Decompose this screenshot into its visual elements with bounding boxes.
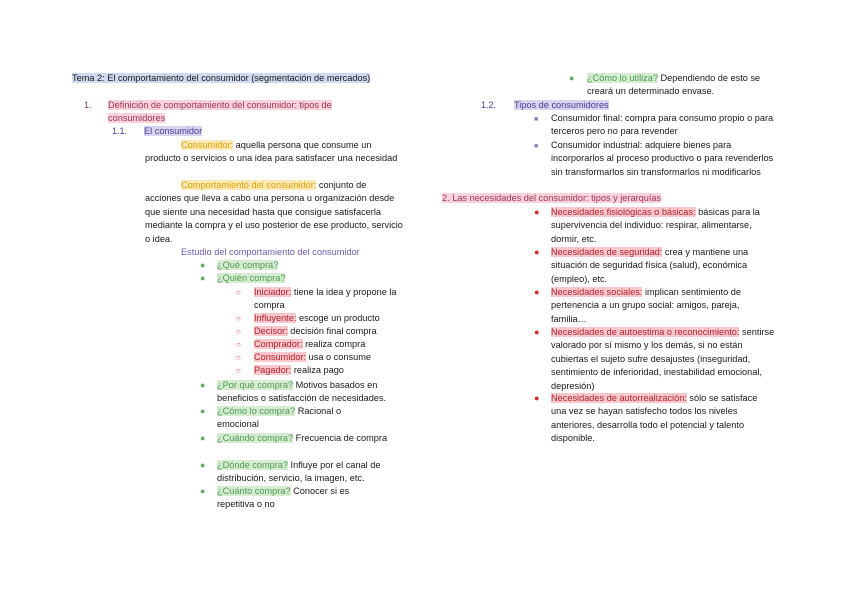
necesidad-seguridad [551, 246, 763, 286]
section-2-heading [442, 192, 661, 205]
bullet-ring: ○ [236, 340, 241, 349]
necesidad-autorrealizacion [551, 392, 769, 446]
role-def: realiza compra [305, 339, 366, 349]
role-term: Iniciador: [254, 287, 292, 297]
question-answer: Conocer si es repetitiva o no [217, 486, 350, 510]
question-answer: Racional o emocional [217, 406, 342, 430]
question-label: ¿Por qué compra? [217, 380, 294, 390]
def-comportamiento-text: conjunto de acciones que lleva a cabo una persona u organización desde que siente una necesidad hasta que consigue satisfacerla mediante la compra y el uso posterior de ese producto, servicio o idea. [145, 180, 403, 244]
bullet-dot: ● [534, 393, 540, 403]
necesidad-term: Necesidades de autoestima o reconocimiento: [551, 327, 740, 337]
def-consumidor-text: aquella persona que consume un producto o servicios o una idea para satisfacer una necesidad [145, 140, 398, 164]
necesidad-def: sentirse valorado por sí mismo y los demás, si no están cubiertas el sujeto sufre desajustes (inseguridad, sentimiento de inferioridad, inestabilidad emocional, depresión) [551, 327, 775, 391]
question-answer: Dependiendo de esto se creará un determinado envase. [587, 73, 761, 97]
bullet-ring: ○ [236, 366, 241, 375]
section-1-2-heading-text: Tipos de consumidores [514, 100, 609, 110]
question-quien-compra [217, 272, 285, 285]
role-term: Influyente: [254, 313, 297, 323]
def-comportamiento-term: Comportamiento del consumidor: [181, 180, 317, 190]
question-donde [217, 459, 405, 486]
role-def: escoge un producto [298, 313, 380, 323]
question-label: ¿Cómo lo compra? [217, 406, 296, 416]
question-answer: Motivos basados en beneficios o satisfacción de necesidades. [217, 380, 387, 404]
section-1-1-heading-text: El consumidor [144, 126, 203, 136]
section-2-heading-text: 2. Las necesidades del consumidor: tipos y jerarquías [442, 193, 662, 203]
necesidad-term: Necesidades fisiológicas o básicas: [551, 207, 696, 217]
role-term: Comprador: [254, 339, 303, 349]
question-como-utiliza [587, 72, 775, 99]
necesidad-term: Necesidades de seguridad: [551, 247, 663, 257]
section-1-1-number: 1.1. [112, 126, 128, 136]
tipo-text: Consumidor final: compra para consumo propio o para terceros pero no para revender [551, 113, 774, 137]
question-cuanto [217, 485, 377, 512]
necesidad-fisiologica [551, 206, 769, 246]
role-def: realiza pago [293, 365, 344, 375]
necesidad-def: sólo se satisface una vez se hayan satisfecho todos los niveles anteriores, desarrolla todo el potencial y talento disponible. [551, 393, 758, 444]
bullet-square: ■ [534, 116, 539, 123]
question-por-que [217, 379, 405, 406]
estudio-heading: Estudio del comportamiento del consumidor [181, 247, 360, 257]
necesidad-term: Necesidades sociales: [551, 287, 643, 297]
necesidad-autoestima [551, 326, 777, 393]
doc-title-text: Tema 2: El comportamiento del consumidor (segmentación de mercados) [72, 73, 371, 83]
tipo-consumidor-industrial [551, 139, 775, 179]
question-quien-compra-label: ¿Quién compra? [217, 273, 286, 283]
bullet-square: ■ [534, 143, 539, 150]
bullet-dot: ● [200, 460, 206, 470]
role-consumidor [254, 351, 414, 364]
role-term: Decisor: [254, 326, 288, 336]
tipo-consumidor-final [551, 112, 775, 139]
bullet-ring: ○ [236, 314, 241, 323]
bullet-dot: ● [569, 73, 575, 83]
role-def: usa o consume [308, 352, 371, 362]
bullet-dot: ● [200, 380, 206, 390]
section-1-heading-text: Definición de comportamiento del consumidor: tipos de consumidores [108, 100, 332, 124]
section-1-heading [108, 99, 388, 126]
section-1-number: 1. [84, 100, 92, 110]
role-influyente [254, 312, 414, 325]
bullet-dot: ● [200, 406, 206, 416]
bullet-ring: ○ [236, 327, 241, 336]
doc-title [72, 72, 382, 85]
question-label: ¿Cómo lo utiliza? [587, 73, 658, 83]
necesidad-def: básicas para la supervivencia del individuo: respirar, alimentarse, dormir, etc. [551, 207, 760, 244]
section-1-1-heading [144, 125, 202, 138]
necesidad-def: crea y mantiene una situación de seguridad física (salud), económica (empleo), etc. [551, 247, 749, 284]
question-answer: Frecuencia de compra [295, 433, 388, 443]
section-1-2-heading [514, 99, 609, 112]
bullet-dot: ● [200, 486, 206, 496]
bullet-dot: ● [200, 273, 206, 283]
necesidad-term: Necesidades de autorrealización: [551, 393, 687, 403]
bullet-dot: ● [200, 260, 206, 270]
question-label: ¿Dónde compra? [217, 460, 288, 470]
necesidad-def: implican sentimiento de pertenencia a un grupo social: amigos, pareja, familia… [551, 287, 741, 324]
role-term: Consumidor: [254, 352, 307, 362]
question-que-compra [217, 259, 278, 272]
role-def: decisión final compra [290, 326, 377, 336]
bullet-dot: ● [534, 207, 540, 217]
bullet-dot: ● [200, 433, 206, 443]
def-comportamiento [145, 179, 405, 246]
question-cuando [217, 432, 389, 445]
def-consumidor-term: Consumidor: [181, 140, 234, 150]
question-label: ¿Cuándo compra? [217, 433, 294, 443]
bullet-dot: ● [534, 327, 540, 337]
necesidad-sociales [551, 286, 771, 326]
role-decisor [254, 325, 414, 338]
question-answer: Influye por el canal de distribución, servicio, la imagen, etc. [217, 460, 381, 484]
role-def: tiene la idea y propone la compra [254, 287, 397, 311]
bullet-ring: ○ [236, 353, 241, 362]
role-term: Pagador: [254, 365, 292, 375]
question-que-compra-label: ¿Qué compra? [217, 260, 279, 270]
question-como [217, 405, 377, 432]
bullet-dot: ● [534, 287, 540, 297]
def-consumidor [145, 139, 403, 166]
bullet-ring: ○ [236, 288, 241, 297]
role-comprador [254, 338, 414, 351]
section-1-2-number: 1.2. [481, 100, 497, 110]
tipo-text: Consumidor industrial: adquiere bienes para incorporarlos al proceso productivo o para revenderlos sin transformarlos sin transformarlos ni modificarlos [551, 140, 774, 177]
bullet-dot: ● [534, 247, 540, 257]
role-iniciador [254, 286, 406, 313]
role-pagador [254, 364, 414, 377]
question-label: ¿Cuánto compra? [217, 486, 291, 496]
